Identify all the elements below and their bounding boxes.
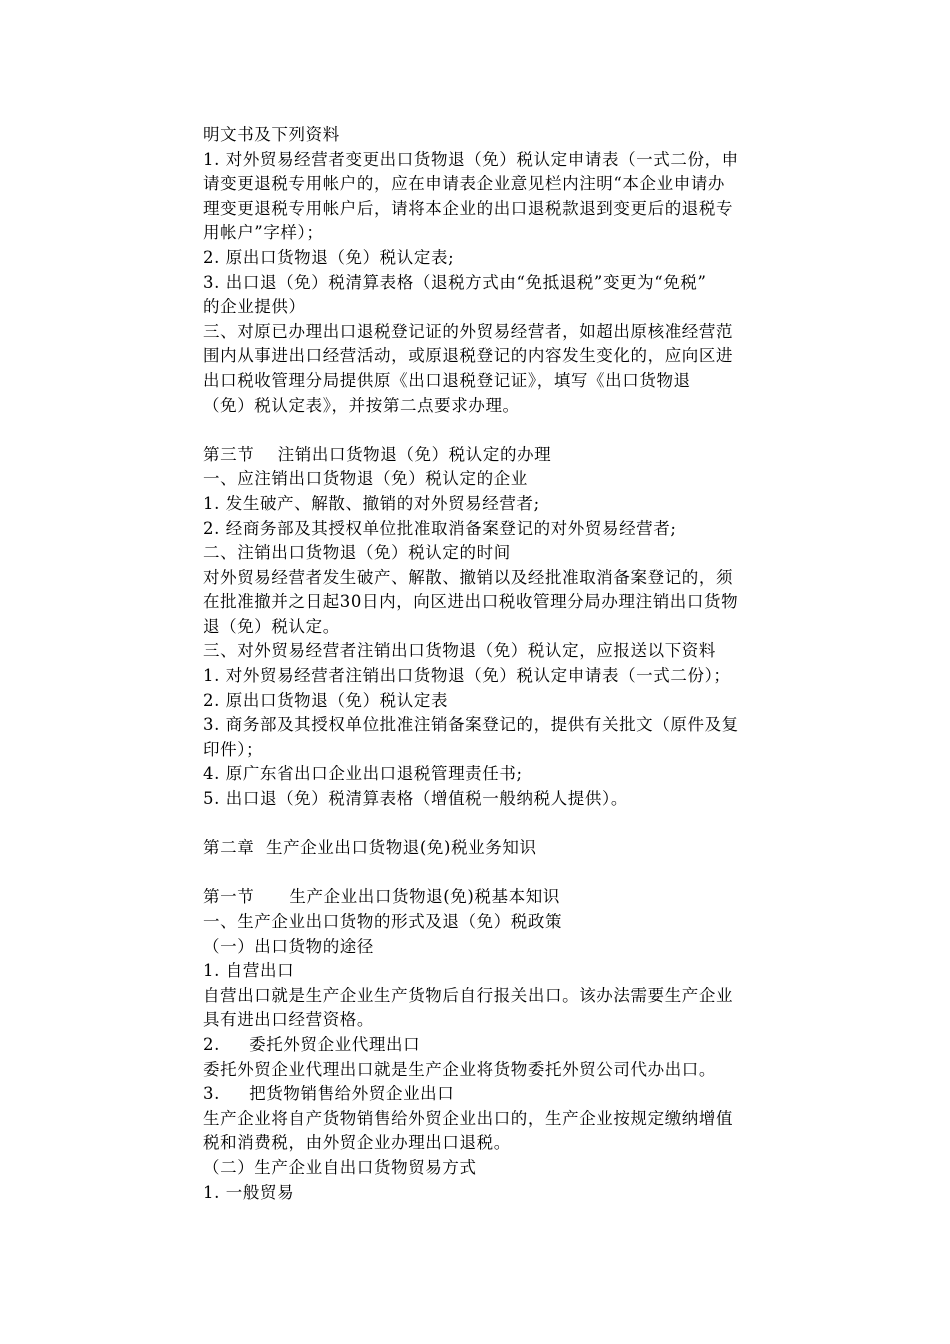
document-body xyxy=(203,123,813,1205)
text-line: 自营出口就是生产企业生产货物后自行报关出口。该办法需要生产企业 xyxy=(203,985,734,1005)
text-line: （二）生产企业自出口货物贸易方式 xyxy=(203,1157,477,1177)
blank-line xyxy=(203,861,813,886)
text-line: 1. 发生破产、解散、撤销的对外贸易经营者; xyxy=(203,493,540,513)
text-line: 对外贸易经营者发生破产、解散、撤销以及经批准取消备案登记的，须 xyxy=(203,567,734,587)
text-line: 1. 对外贸易经营者变更出口货物退（免）税认定申请表（一式二份，申 xyxy=(203,149,739,169)
text-line: 退（免）税认定。 xyxy=(203,616,340,636)
text-line: 5. 出口退（免）税清算表格（增值税一般纳税人提供）。 xyxy=(203,789,628,809)
text-line: 2. 原出口货物退（免）税认定表 xyxy=(203,690,449,710)
text-line: 3. 把货物销售给外贸企业出口 xyxy=(203,1084,455,1104)
text-line: （免）税认定表》，并按第二点要求办理。 xyxy=(203,395,520,415)
text-line: 请变更退税专用帐户的，应在申请表企业意见栏内注明“本企业申请办 xyxy=(203,174,726,194)
text-line: 在批准撤并之日起30日内，向区进出口税收管理分局办理注销出口货物 xyxy=(203,592,739,612)
text-line: 第一节 生产企业出口货物退(免)税基本知识 xyxy=(203,887,560,907)
text-line: 的企业提供） xyxy=(203,297,306,317)
text-line: 2. 委托外贸企业代理出口 xyxy=(203,1034,421,1054)
text-line: 3. 商务部及其授权单位批准注销备案登记的，提供有关批文（原件及复 xyxy=(203,715,739,735)
text-line: （一）出口货物的途径 xyxy=(203,936,374,956)
text-line: 税和消费税，由外贸企业办理出口退税。 xyxy=(203,1133,511,1153)
blank-line xyxy=(203,418,813,443)
text-line: 围内从事进出口经营活动，或原退税登记的内容发生变化的，应向区进 xyxy=(203,346,734,366)
text-line: 一、生产企业出口货物的形式及退（免）税政策 xyxy=(203,912,563,931)
text-line: 1. 自营出口 xyxy=(203,961,295,981)
text-line: 4. 原广东省出口企业出口退税管理责任书; xyxy=(203,764,523,784)
text-line: 三、对外贸易经营者注销出口货物退（免）税认定，应报送以下资料 xyxy=(203,641,716,661)
text-line: 3. 出口退（免）税清算表格（退税方式由“免抵退税”变更为“免税” xyxy=(203,272,707,292)
text-line: 委托外贸企业代理出口就是生产企业将货物委托外贸公司代办出口。 xyxy=(203,1059,716,1079)
text-line: 三、对原已办理出口退税登记证的外贸易经营者，如超出原核准经营范 xyxy=(203,321,734,341)
text-line: 二、注销出口货物退（免）税认定的时间 xyxy=(203,543,511,563)
blank-line xyxy=(203,812,813,837)
text-line: 出口税收管理分局提供原《出口退税登记证》，填写《出口货物退 xyxy=(203,370,691,390)
text-line: 2. 经商务部及其授权单位批准取消备案登记的对外贸易经营者; xyxy=(203,518,677,538)
text-line: 印件）； xyxy=(203,739,264,759)
text-line: 2. 原出口货物退（免）税认定表; xyxy=(203,247,455,267)
text-line: 具有进出口经营资格。 xyxy=(203,1010,374,1030)
text-line: 第二章 生产企业出口货物退(免)税业务知识 xyxy=(203,838,537,858)
text-line: 第三节 注销出口货物退（免）税认定的办理 xyxy=(203,444,552,464)
text-line: 明文书及下列资料 xyxy=(203,125,340,144)
text-line: 1. 对外贸易经营者注销出口货物退（免）税认定申请表（一式二份）； xyxy=(203,666,731,686)
text-line: 理变更退税专用帐户后，请将本企业的出口退税款退到变更后的退税专 xyxy=(203,198,734,218)
text-line: 一、应注销出口货物退（免）税认定的企业 xyxy=(203,469,528,489)
text-line: 生产企业将自产货物销售给外贸企业出口的，生产企业按规定缴纳增值 xyxy=(203,1108,734,1128)
text-line: 1. 一般贸易 xyxy=(203,1182,295,1202)
text-line: 用帐户”字样）； xyxy=(203,223,324,243)
